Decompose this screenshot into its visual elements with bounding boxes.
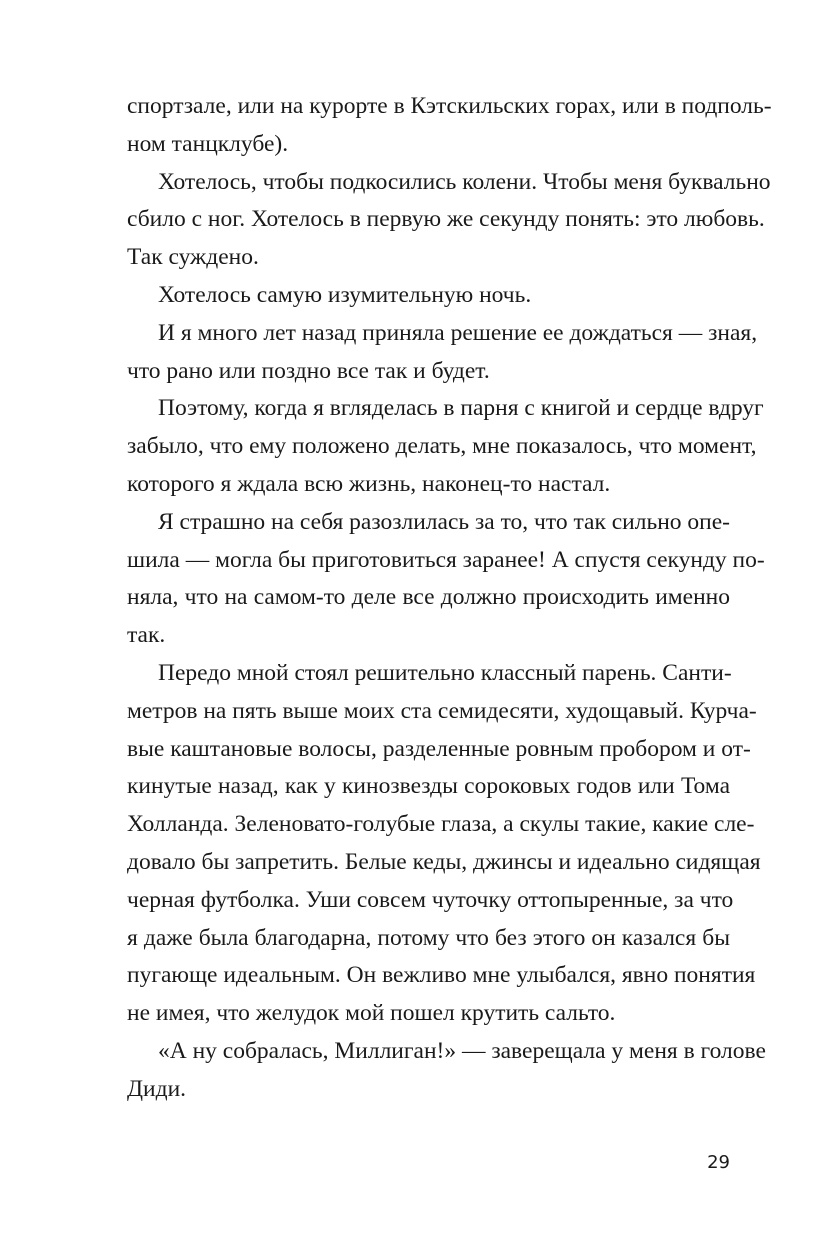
- text-line: «А ну собралась, Миллиган!» — заверещала у меня в голове: [158, 1037, 766, 1064]
- text-line: Передо мной стоял решительно классный парень. Санти-: [158, 659, 732, 686]
- text-line: Я страшно на себя разозлилась за то, что так сильно опе-: [158, 508, 730, 535]
- text-line: сбило с ног. Хотелось в первую же секунду понять: это любовь.: [127, 206, 765, 233]
- text-line: метров на пять выше моих ста семидесяти, худощавый. Курча-: [127, 697, 757, 724]
- page-number: 29: [707, 1152, 730, 1173]
- text-line: забыло, что ему положено делать, мне показалось, что момент,: [127, 433, 757, 460]
- text-line: И я много лет назад приняла решение ее дождаться — зная,: [158, 319, 758, 346]
- text-line: Так суждено.: [127, 244, 259, 271]
- text-line: кинутые назад, как у кинозвезды сороковых годов или Тома: [127, 773, 730, 800]
- text-line: шила — могла бы приготовиться заранее! А спустя секунду по-: [127, 546, 765, 573]
- text-line: спортзале, или на курорте в Кэтскильских горах, или в подполь-: [127, 93, 772, 119]
- text-line: Холланда. Зеленовато-голубые глаза, а скулы такие, какие сле-: [127, 811, 755, 838]
- text-line: Поэтому, когда я вгляделась в парня с книгой и сердце вдруг: [158, 395, 764, 422]
- text-line: вые каштановые волосы, разделенные ровным пробором и от-: [127, 735, 751, 762]
- text-line: так.: [127, 622, 166, 649]
- text-line: Хотелось, чтобы подкосились колени. Чтобы меня буквально: [158, 168, 771, 195]
- text-line: я даже была благодарна, потому что без этого он казался бы: [127, 924, 730, 951]
- text-line: Диди.: [127, 1075, 187, 1102]
- body-text: [127, 88, 772, 1109]
- text-line: пугающе идеальным. Он вежливо мне улыбался, явно понятия: [127, 962, 756, 989]
- text-line: няла, что на самом-то деле все должно происходить именно: [127, 584, 730, 611]
- text-line: не имея, что желудок мой пошел крутить сальто.: [127, 1000, 616, 1027]
- text-line: что рано или поздно все так и будет.: [127, 357, 490, 384]
- text-line: Хотелось самую изумительную ночь.: [158, 281, 532, 308]
- text-line: черная футболка. Уши совсем чуточку оттопыренные, за что: [127, 886, 734, 913]
- text-line: ном танцклубе).: [127, 130, 289, 157]
- text-line: которого я ждала всю жизнь, наконец-то настал.: [127, 470, 611, 497]
- text-line: довало бы запретить. Белые кеды, джинсы и идеально сидящая: [127, 848, 761, 875]
